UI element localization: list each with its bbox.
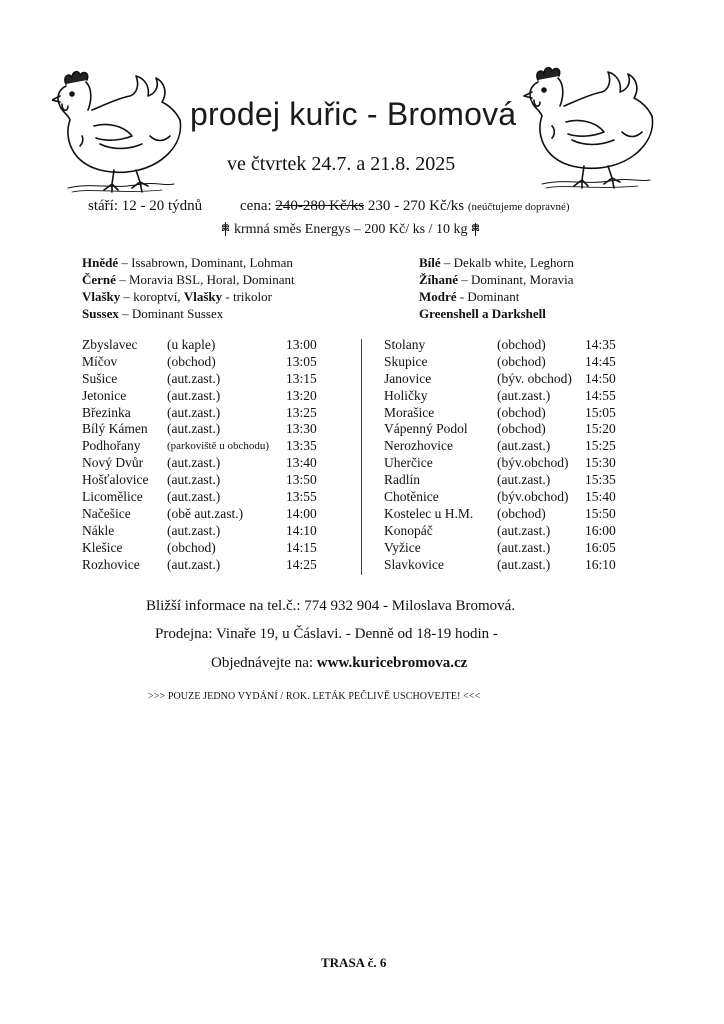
schedule-row [384,455,644,472]
stop-time: 14:45 [585,353,616,369]
stop-place: Jetonice [82,387,127,403]
stop-location: (aut.zast.) [167,387,221,403]
stop-time: 13:25 [286,404,317,420]
price-info [240,198,570,215]
stop-place: Licomělice [82,489,143,505]
stop-place: Březinka [82,404,131,420]
breed-desc: - trikolor [222,289,272,304]
schedule-row [82,489,342,506]
stop-place: Kostelec u H.M. [384,505,474,521]
breed-desc: – Moravia BSL, Horal, Dominant [115,272,295,287]
stop-location: (parkoviště u obchodu) [167,440,270,453]
schedule-row [82,354,342,371]
stop-time: 15:05 [585,404,616,420]
notice-banner: >>> POUZE JEDNO VYDÁNÍ / ROK. LETÁK PEČLIVĚ USCHOVEJTE! <<< [148,691,481,702]
breed-name: Žíhané [419,272,459,287]
stop-location: (aut.zast.) [167,370,221,386]
stop-time: 13:35 [286,438,317,454]
stop-place: Radlín [384,472,420,488]
price-new: 230 - 270 Kč/ks [367,198,465,214]
shop-address: Prodejna: Vinaře 19, u Čáslavi. - Denně od 18-19 hodin - [155,626,498,642]
stop-place: Klešice [82,539,123,555]
stop-place: Podhořany [82,438,141,454]
stop-time: 13:20 [286,387,317,403]
stop-place: Skupice [384,353,428,369]
order-website-link[interactable]: www.kuricebromova.cz [316,655,468,671]
stop-place: Nákle [82,522,115,538]
feed-info [217,221,484,238]
stop-time: 14:15 [286,539,317,555]
schedule-row [82,371,342,388]
breed-item [419,305,574,322]
stop-location: (aut.zast.) [497,522,551,538]
stop-place: Bílý Kámen [82,421,148,437]
stop-location: (aut.zast.) [497,556,551,572]
stop-place: Zbyslavec [82,337,138,352]
stop-location: (aut.zast.) [167,455,221,471]
stop-location: (aut.zast.) [167,556,221,572]
schedule-row [82,388,342,405]
stop-place: Nový Dvůr [82,455,144,471]
schedule-row [384,388,644,405]
schedule-row [384,489,644,506]
stop-location: (býv.obchod) [497,455,569,471]
schedule-row [384,354,644,371]
stop-time: 13:15 [286,370,317,386]
breed-item [419,254,574,271]
stop-location: (aut.zast.) [167,489,221,505]
breed-name: Greenshell a Darkshell [419,306,546,321]
stop-location: (obchod) [167,539,216,555]
schedule-row [82,540,342,557]
breed-desc: – Dekalb white, Leghorn [440,255,574,270]
stop-location: (obě aut.zast.) [167,505,244,521]
schedule-row [384,506,644,523]
stop-time: 14:50 [585,370,616,386]
hen-illustration-left [52,66,190,194]
breed-item [82,271,295,288]
stop-place: Holičky [384,387,428,403]
stop-location: (býv. obchod) [497,370,572,386]
stop-time: 15:30 [585,455,616,471]
breed-name: Bílé [419,255,441,270]
stop-place: Morašice [384,404,435,420]
stop-time: 16:10 [585,556,616,572]
wheat-icon [471,221,480,236]
schedule-row [384,523,644,540]
schedule-row [384,421,644,438]
schedule-row [384,472,644,489]
feed-text: krmná směs Energys – 200 Kč/ ks / 10 kg [234,222,468,237]
stop-location: (aut.zast.) [497,387,551,403]
breed-item [82,254,295,271]
stop-time: 15:40 [585,489,616,505]
breeds-left-list [82,254,295,322]
breed-desc: – Dominant, Moravia [458,272,574,287]
schedule-row [82,472,342,489]
stop-place: Stolany [384,337,426,352]
stop-place: Konopáč [384,522,433,538]
sale-dates: ve čtvrtek 24.7. a 21.8. 2025 [227,153,456,175]
age-info: stáří: 12 - 20 týdnů [88,198,203,214]
breed-desc: – Dominant Sussex [118,306,224,321]
stop-location: (aut.zast.) [167,421,221,437]
stop-place: Míčov [82,353,118,369]
stop-time: 15:50 [585,505,616,521]
breed-item [419,271,574,288]
stop-place: Uherčice [384,455,433,471]
stop-place: Načešice [82,505,131,521]
stop-location: (aut.zast.) [167,522,221,538]
breed-item [419,288,574,305]
stop-time: 15:35 [585,472,616,488]
breed-name: Modré [419,289,457,304]
order-info [211,655,467,672]
schedule-row [82,405,342,422]
stop-time: 14:55 [585,387,616,403]
schedule-row [82,337,342,354]
stop-location: (obchod) [497,505,546,521]
column-divider [361,339,362,575]
stop-place: Nerozhovice [384,438,453,454]
stop-place: Vyžice [384,539,421,555]
schedule-left [82,337,342,573]
breed-item [82,305,295,322]
stop-location: (obchod) [497,421,546,437]
stop-place: Vápenný Podol [384,421,468,437]
breed-desc: – koroptví, [120,289,184,304]
stop-location: (aut.zast.) [497,539,551,555]
schedule-row [384,438,644,455]
stop-time: 13:00 [286,337,317,352]
hen-illustration-right [522,64,662,192]
stop-time: 13:05 [286,353,317,369]
stop-time: 16:05 [585,539,616,555]
stop-time: 14:10 [286,522,317,538]
stop-place: Slavkovice [384,556,444,572]
stop-location: (obchod) [497,353,546,369]
breed-desc: - Dominant [456,289,520,304]
stop-time: 16:00 [585,522,616,538]
breed-name: Vlašky [183,289,223,304]
breeds-right-list [419,254,574,322]
stop-place: Rozhovice [82,556,140,572]
breed-name: Hnědé [82,255,119,270]
route-number: TRASA č. 6 [321,955,387,970]
schedule-row [384,371,644,388]
breed-name: Sussex [82,306,119,321]
stop-place: Janovice [384,370,432,386]
stop-place: Hošťalovice [82,472,149,488]
schedule-row [82,506,342,523]
schedule-row [384,540,644,557]
stop-location: (obchod) [497,337,546,352]
stop-time: 13:40 [286,455,317,471]
schedule-row [384,557,644,574]
order-label: Objednávejte na: [211,655,317,671]
stop-location: (aut.zast.) [167,404,221,420]
schedule-row [384,405,644,422]
stop-location: (aut.zast.) [167,472,221,488]
stop-location: (aut.zast.) [497,438,551,454]
stop-location: (býv.obchod) [497,489,569,505]
stop-time: 13:50 [286,472,317,488]
price-old: 240-280 Kč/ks [275,198,365,214]
breed-item [82,288,295,305]
price-label: cena: [240,198,272,214]
breed-name: Vlašky [82,289,121,304]
page-title: prodej kuřic - Bromová [190,96,517,132]
stop-time: 14:00 [286,505,317,521]
stop-place: Chotěnice [384,489,439,505]
stop-location: (obchod) [167,353,216,369]
schedule-right [384,337,644,573]
stop-location: (obchod) [497,404,546,420]
schedule-row [82,455,342,472]
schedule-row [384,337,644,354]
wheat-icon [221,221,230,236]
stop-time: 15:25 [585,438,616,454]
stop-time: 15:20 [585,421,616,437]
breed-desc: – Issabrown, Dominant, Lohman [118,255,293,270]
stop-time: 14:25 [286,556,317,572]
schedule-row [82,438,342,455]
stop-location: (aut.zast.) [497,472,551,488]
breed-name: Černé [82,272,116,287]
schedule-row [82,421,342,438]
stop-time: 13:55 [286,489,317,505]
contact-phone: Bližší informace na tel.č.: 774 932 904 - Miloslava Bromová. [146,598,516,614]
stop-time: 14:35 [585,337,616,352]
stop-time: 13:30 [286,421,317,437]
schedule-row [82,557,342,574]
stop-place: Sušice [82,370,118,386]
price-note: (neúčtujeme dopravné) [467,201,570,213]
schedule-row [82,523,342,540]
stop-location: (u kaple) [167,337,216,352]
